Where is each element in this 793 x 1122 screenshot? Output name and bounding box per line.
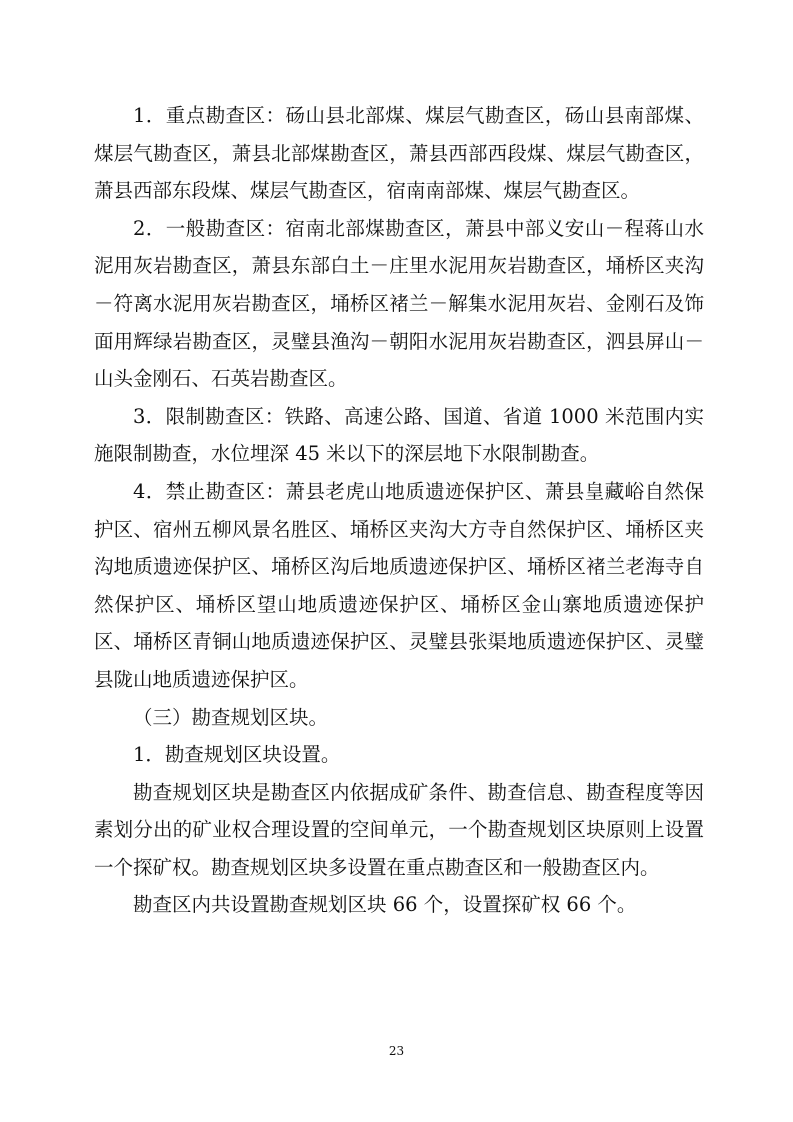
paragraph-block-definition: 勘查规划区块是勘查区内依据成矿条件、勘查信息、勘查程度等因素划分出的矿业权合理设置的空间单元，一个勘查规划区块原则上设置一个探矿权。勘查规划区块多设置在重点勘查区和一般勘查区内。 — [94, 780, 704, 879]
page-number: 23 — [388, 1044, 405, 1058]
document-body — [94, 97, 704, 924]
paragraph-block-count: 勘查区内共设置勘查规划区块 66 个，设置探矿权 66 个。 — [133, 893, 637, 917]
paragraph-general-exploration-zones: 2．一般勘查区：宿南北部煤勘查区，萧县中部义安山－程蒋山水泥用灰岩勘查区，萧县东部白土－庄里水泥用灰岩勘查区，埇桥区夹沟－符离水泥用灰岩勘查区，埇桥区褚兰－解集水泥用灰岩、金刚石及饰面用辉绿岩勘查区，灵璧县渔沟－朝阳水泥用灰岩勘查区，泗县屏山－山头金刚石、石英岩勘查区。 — [94, 216, 704, 391]
paragraph-restricted-exploration-zones: 3．限制勘查区：铁路、高速公路、国道、省道 1000 米范围内实施限制勘查，水位埋深 45 米以下的深层地下水限制勘查。 — [94, 404, 704, 466]
section-heading-planning-blocks: （三）勘查规划区块。 — [133, 705, 329, 729]
paragraph-key-exploration-zones: 1．重点勘查区：砀山县北部煤、煤层气勘查区，砀山县南部煤、煤层气勘查区，萧县北部煤勘查区，萧县西部西段煤、煤层气勘查区，萧县西部东段煤、煤层气勘查区，宿南南部煤、煤层气勘查区。 — [94, 104, 704, 203]
paragraph-prohibited-exploration-zones: 4．禁止勘查区：萧县老虎山地质遗迹保护区、萧县皇藏峪自然保护区、宿州五柳风景名胜区、埇桥区夹沟大方寺自然保护区、埇桥区夹沟地质遗迹保护区、埇桥区沟后地质遗迹保护区、埇桥区褚兰老海寺自然保护区、埇桥区望山地质遗迹保护区、埇桥区金山寨地质遗迹保护区、埇桥区青铜山地质遗迹保护区、灵璧县张渠地质遗迹保护区、灵璧县陇山地质遗迹保护区。 — [94, 479, 704, 691]
subheading-block-setup: 1．勘查规划区块设置。 — [133, 743, 341, 767]
